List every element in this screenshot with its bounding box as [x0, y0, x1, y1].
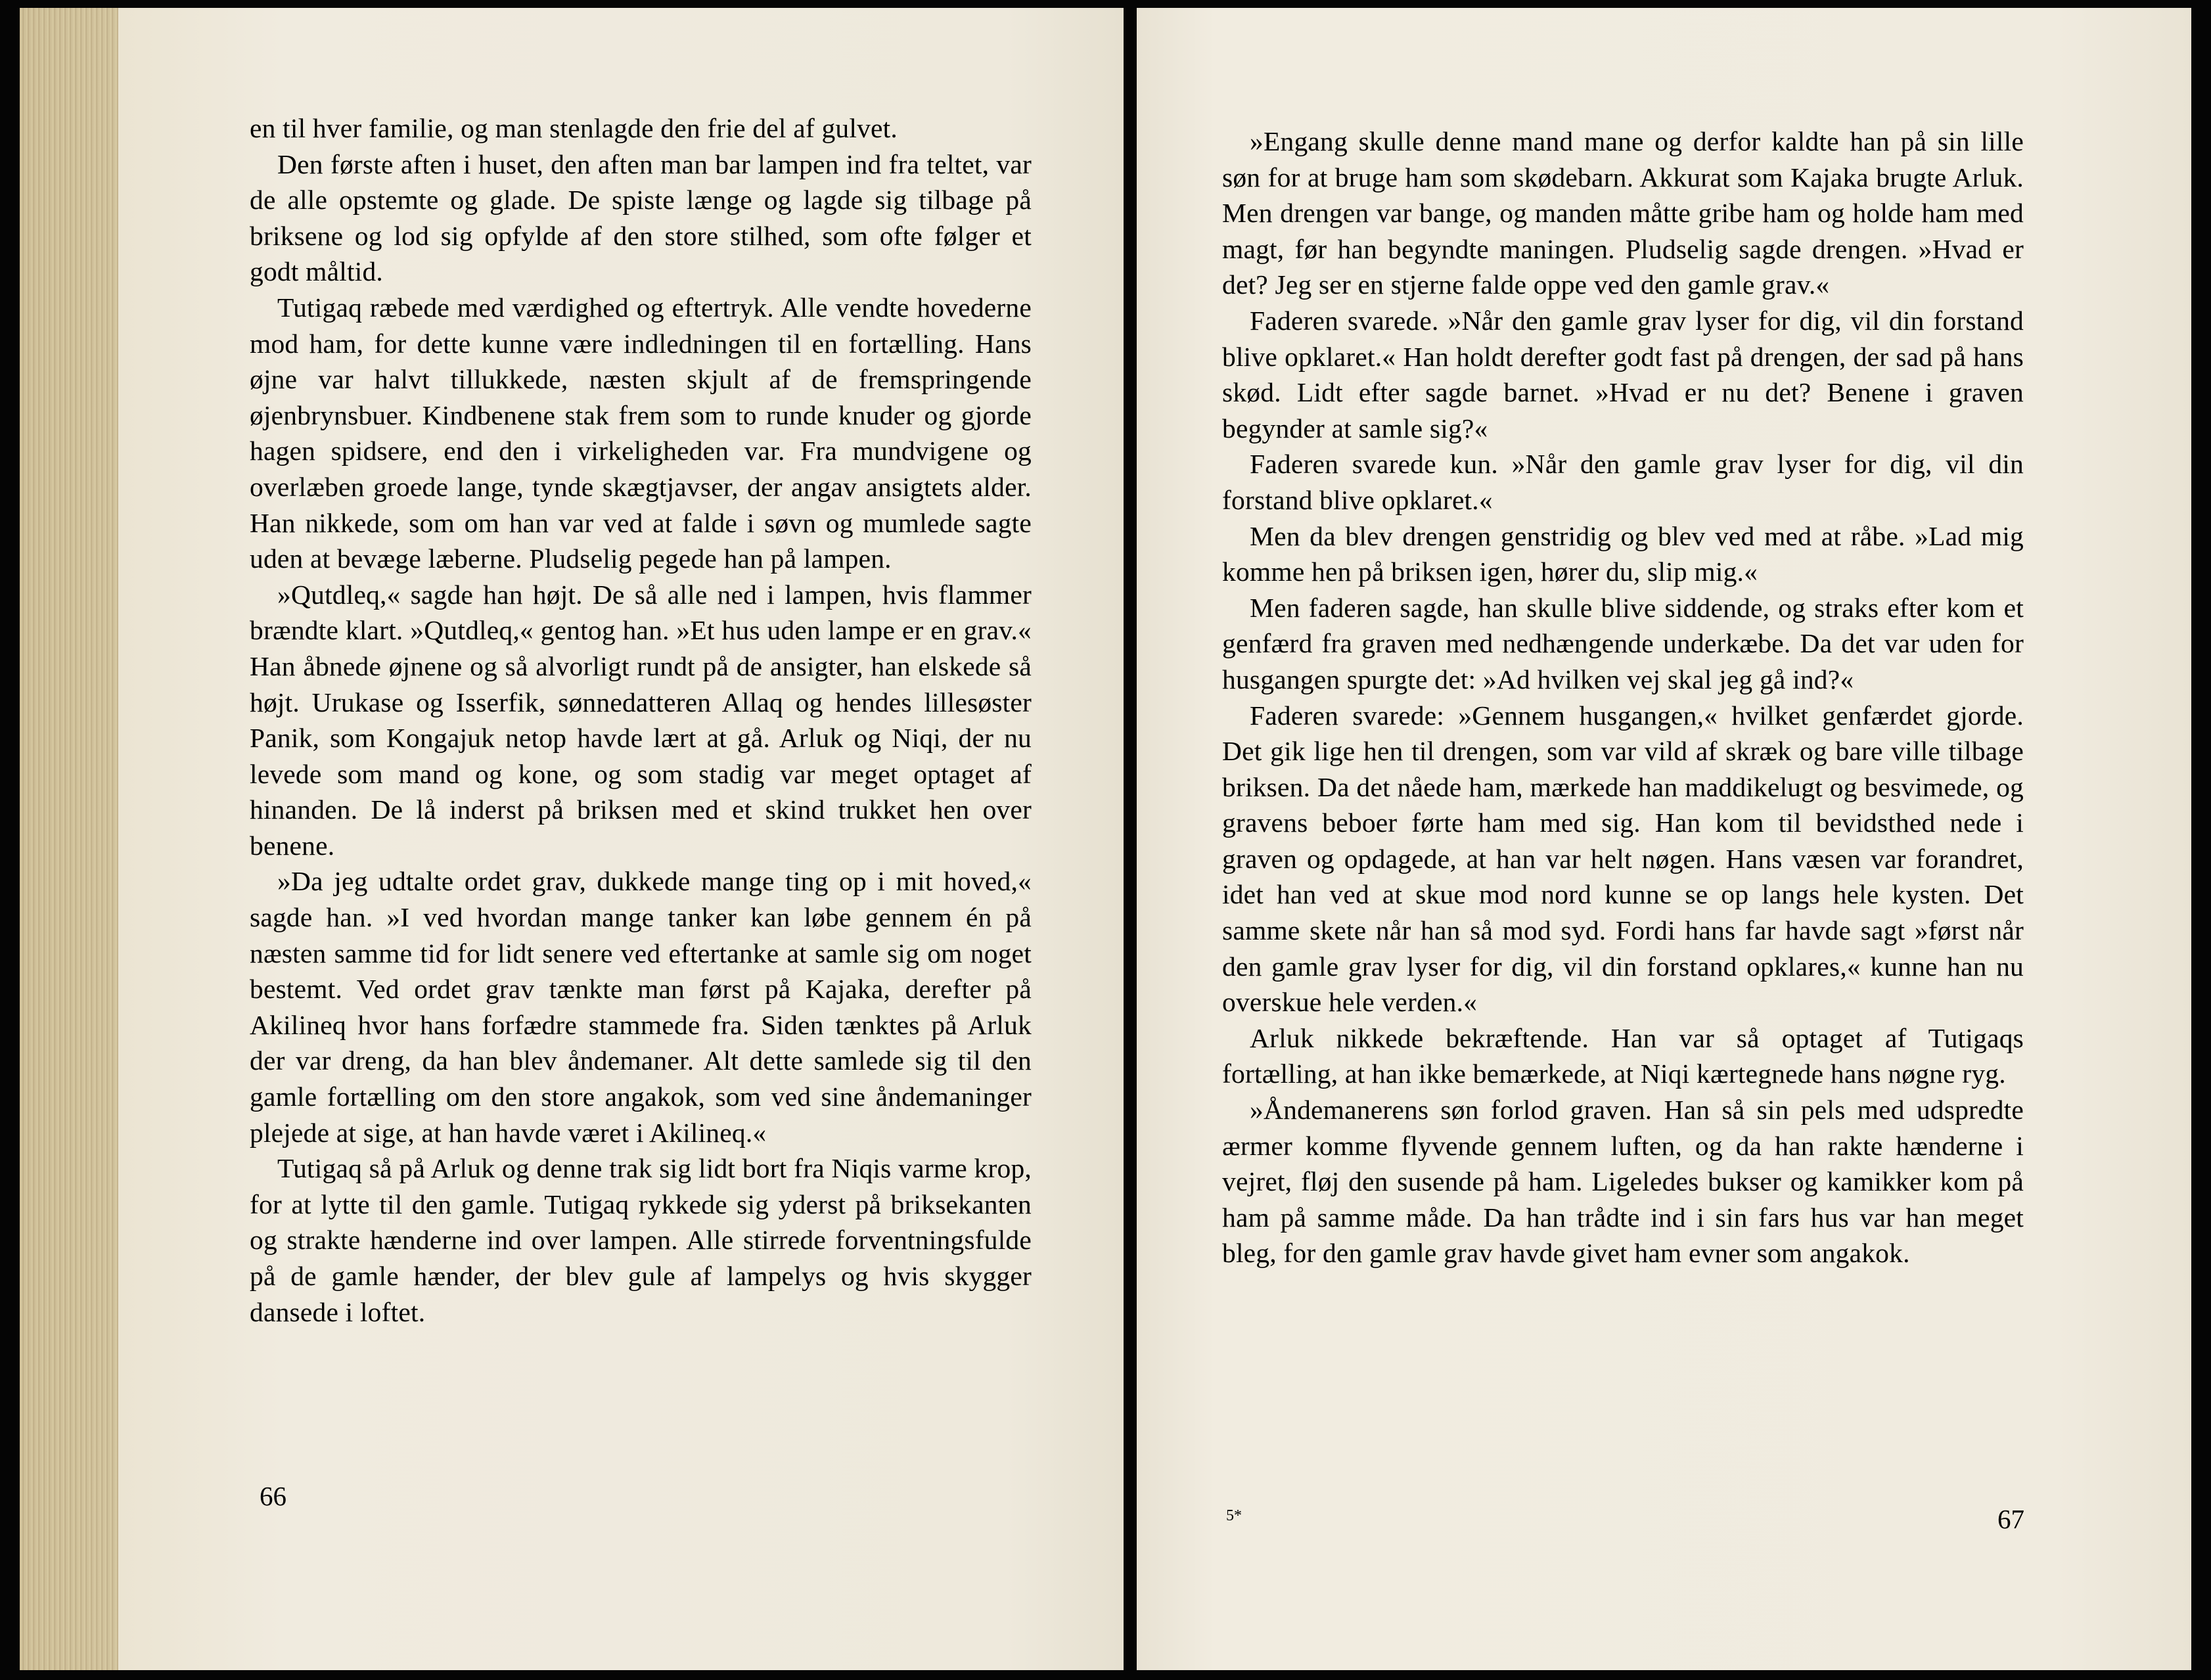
page-number-right: 67: [1997, 1504, 2024, 1534]
paragraph: Faderen svarede. »Når den gamle grav lyser for dig, vil din forstand blive opklaret.« Han holdt derefter godt fast på drengen, der sad på hans skød. Lidt efter sagde barnet. »Hvad er nu det? Benene i graven begynder at samle sig?«: [1222, 305, 2024, 443]
paragraph: »Engang skulle denne mand mane og derfor kaldte han på sin lille søn for at bruge ham som skødebarn. Akkurat som Kajaka brugte Arluk. Men drengen var bange, og manden måtte gribe ham og holde ham med magt, før han begyndte maningen. Pludselig sagde drengen. »Hvad er det? Jeg ser en stjerne falde oppe ved den gamle grav.«: [1222, 126, 2024, 300]
paragraph: Tutigaq ræbede med værdighed og eftertryk. Alle vendte hovederne mod ham, for dette kunne være indledningen til en fortælling. Hans øjne var halvt tillukkede, næsten skjult af de fremspringende øjenbrynsbuer. Kindbenene stak frem som to runde knuder og gjorde hagen spidsere, end den i virkeligheden var. Fra mundvigene og overlæben groede lange, tynde skægtjavser, der angav ansigtets alder. Han nikkede, som om han var ved at falde i søvn og mumlede sagte uden at bevæge læberne. Pludselig pegede han på lampen.: [250, 292, 1032, 574]
page-number-left: 66: [260, 1481, 286, 1511]
left-page-text: [250, 110, 1032, 1330]
paragraph: Men da blev drengen genstridig og blev ved med at råbe. »Lad mig komme hen på briksen igen, hører du, slip mig.«: [1222, 520, 2024, 587]
paragraph: »Da jeg udtalte ordet grav, dukkede mange ting op i mit hoved,« sagde han. »I ved hvordan mange tanker kan løbe gennem én på næsten samme tid for lidt senere ved eftertanke at samle sig om noget bestemt. Ved ordet grav tænkte man først på Kajaka, derefter på Akilineq hvor hans forfædre stammede fra. Siden tænktes på Arluk der var dreng, da han blev åndemaner. Alt dette samlede sig til den gamle fortælling om den store angakok, som ved sine åndemaninger plejede at sige, at han havde været i Akilineq.«: [250, 866, 1032, 1148]
paragraph: Den første aften i huset, den aften man bar lampen ind fra teltet, var de alle opstemte og glade. De spiste længe og lagde sig tilbage på briksene og lod sig opfylde af den store stilhed, som ofte følger et godt måltid.: [250, 148, 1032, 287]
paragraph: Faderen svarede kun. »Når den gamle grav lyser for dig, vil din forstand blive opklaret.«: [1222, 449, 2024, 515]
paragraph: Faderen svarede: »Gennem husgangen,« hvilket genfærdet gjorde. Det gik lige hen til drengen, som var vild af skræk og bare ville tilbage briksen. Da det nåede ham, mærkede han maddikelugt og besvimede, og gravens beboer førte ham med sig. Han kom til bevidsthed nede i graven og opdagede, at han var helt nøgen. Hans væsen var forandret, idet han ved at skue mod nord kunne se op langs hele kysten. Det samme skete når han så mod syd. Fordi hans far havde sagt »først når den gamle grav lyser for dig, vil din forstand opklares,« kunne han nu overskue hele verden.«: [1222, 700, 2024, 1018]
paragraph: »Qutdleq,« sagde han højt. De så alle ned i lampen, hvis flammer brændte klart. »Qutdleq,« gentog han. »Et hus uden lampe er en grav.« Han åbnede øjnene og så alvorligt rundt på de ansigter, han elskede så højt. Urukase og Isserfik, sønnedatteren Allaq og hendes lillesøster Panik, som Kongajuk netop havde lært at gå. Arluk og Niqi, der nu levede som mand og kone, og som stadig var meget optaget af hinanden. De lå inderst på briksen med et skind trukket hen over benene.: [250, 579, 1032, 861]
paragraph: Arluk nikkede bekræftende. Han var så optaget af Tutigaqs fortælling, at han ikke bemærkede, at Niqi kærtegnede hans nøgne ryg.: [1222, 1022, 2024, 1089]
paragraph: Tutigaq så på Arluk og denne trak sig lidt bort fra Niqis varme krop, for at lytte til den gamle. Tutigaq rykkede sig yderst på briksekanten og strakte hænderne ind over lampen. Alle stirrede forventningsfulde på de gamle hænder, der blev gule af lampelys og hvis skygger dansede i loftet.: [250, 1153, 1032, 1327]
paragraph: en til hver familie, og man stenlagde den frie del af gulvet.: [250, 113, 898, 143]
paragraph: »Åndemanerens søn forlod graven. Han så sin pels med udspredte ærmer komme flyvende gennem luften, og da han rakte hænderne i vejret, fløj den susende på ham. Ligeledes bukser og kamikker kom på ham på samme måde. Da han trådte ind i sin fars hus var han meget bleg, for den gamle grav havde givet ham evner som angakok.: [1222, 1095, 2024, 1269]
paragraph: Men faderen sagde, han skulle blive siddende, og straks efter kom et genfærd fra graven med nedhængende underkæbe. Da det var uden for husgangen spurgte det: »Ad hvilken vej skal jeg gå ind?«: [1222, 592, 2024, 694]
right-page-text: [1222, 124, 2024, 1271]
signature-mark: 5*: [1226, 1507, 1242, 1524]
page-edge-stack: [20, 8, 118, 1670]
